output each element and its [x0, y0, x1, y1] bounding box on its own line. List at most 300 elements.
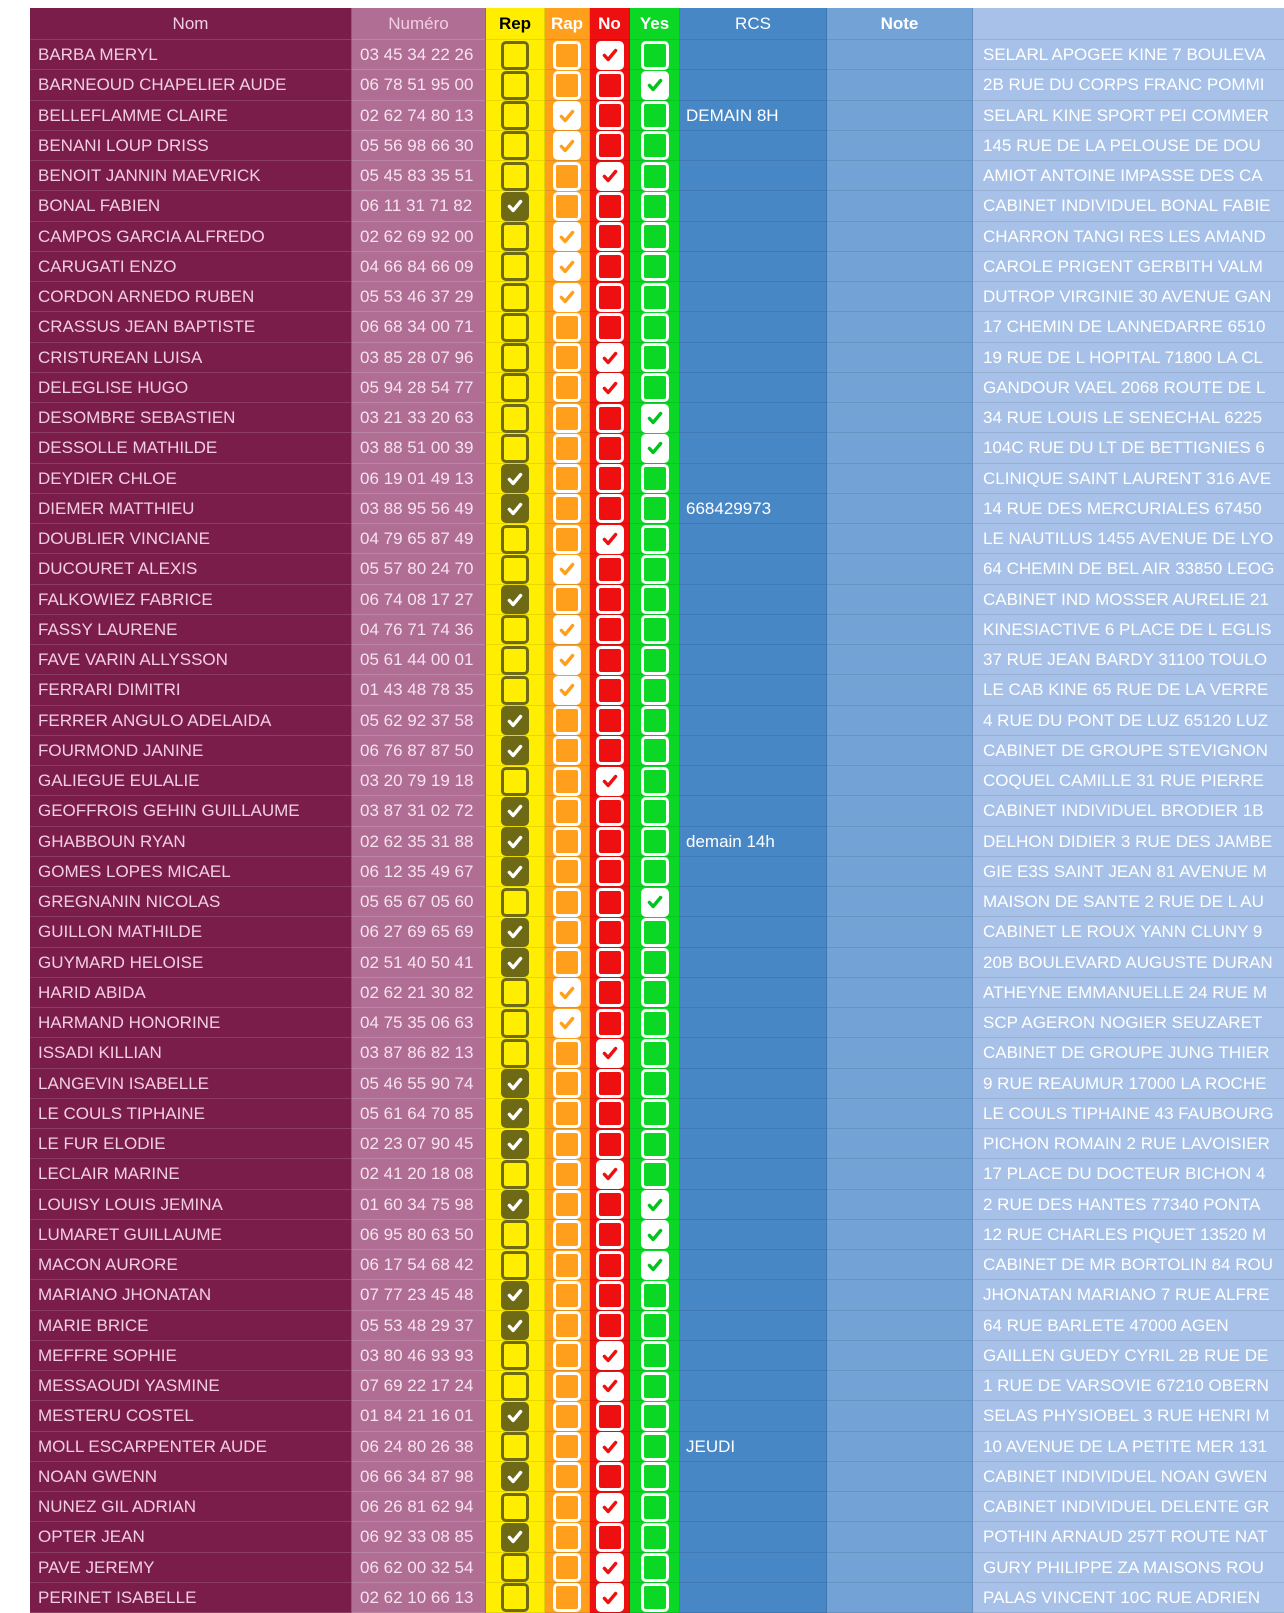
address-cell[interactable] [973, 1522, 1284, 1552]
phone-cell[interactable] [352, 191, 486, 221]
phone-cell[interactable] [352, 524, 486, 554]
rep-checkbox[interactable] [501, 1099, 529, 1128]
rap-checkbox[interactable] [553, 162, 581, 191]
rap-cell[interactable] [545, 1069, 590, 1099]
rep-cell[interactable] [486, 1129, 545, 1159]
rep-cell[interactable] [486, 585, 545, 615]
rap-checkbox[interactable] [553, 1523, 581, 1552]
phone-cell[interactable] [352, 312, 486, 342]
phone-cell[interactable] [352, 403, 486, 433]
no-checkbox[interactable] [596, 162, 624, 191]
rcs-cell[interactable] [680, 1401, 827, 1431]
no-checkbox[interactable] [596, 343, 624, 372]
no-cell[interactable] [590, 403, 630, 433]
rap-checkbox[interactable] [553, 615, 581, 644]
no-cell[interactable] [590, 796, 630, 826]
note-cell[interactable] [827, 827, 973, 857]
rap-checkbox[interactable] [553, 767, 581, 796]
rep-cell[interactable] [486, 827, 545, 857]
rap-checkbox[interactable] [553, 1009, 581, 1038]
rap-checkbox[interactable] [553, 1220, 581, 1249]
name-cell[interactable] [30, 1341, 352, 1371]
name-cell[interactable] [30, 101, 352, 131]
rep-cell[interactable] [486, 312, 545, 342]
rep-checkbox[interactable] [501, 706, 529, 735]
no-cell[interactable] [590, 1371, 630, 1401]
rcs-cell[interactable] [680, 524, 827, 554]
no-checkbox[interactable] [596, 857, 624, 886]
rep-cell[interactable] [486, 1190, 545, 1220]
rep-cell[interactable] [486, 1099, 545, 1129]
note-cell[interactable] [827, 887, 973, 917]
name-cell[interactable] [30, 917, 352, 947]
yes-cell[interactable] [630, 403, 680, 433]
phone-cell[interactable] [352, 1220, 486, 1250]
note-cell[interactable] [827, 948, 973, 978]
name-cell[interactable] [30, 1008, 352, 1038]
rcs-cell[interactable] [680, 948, 827, 978]
note-cell[interactable] [827, 1159, 973, 1189]
rep-cell[interactable] [486, 191, 545, 221]
yes-cell[interactable] [630, 827, 680, 857]
rap-checkbox[interactable] [553, 736, 581, 765]
yes-checkbox[interactable] [641, 373, 669, 402]
no-cell[interactable] [590, 1462, 630, 1492]
address-cell[interactable] [973, 766, 1284, 796]
rep-checkbox[interactable] [501, 1160, 529, 1189]
rap-cell[interactable] [545, 1311, 590, 1341]
rap-checkbox[interactable] [553, 1553, 581, 1582]
rep-cell[interactable] [486, 40, 545, 70]
rap-checkbox[interactable] [553, 555, 581, 584]
address-cell[interactable] [973, 282, 1284, 312]
rap-cell[interactable] [545, 1522, 590, 1552]
address-cell[interactable] [973, 222, 1284, 252]
rep-cell[interactable] [486, 1553, 545, 1583]
name-cell[interactable] [30, 1280, 352, 1310]
rep-checkbox[interactable] [501, 1553, 529, 1582]
name-cell[interactable] [30, 494, 352, 524]
yes-checkbox[interactable] [641, 222, 669, 251]
rep-cell[interactable] [486, 1038, 545, 1068]
yes-checkbox[interactable] [641, 1372, 669, 1401]
name-cell[interactable] [30, 1311, 352, 1341]
note-cell[interactable] [827, 524, 973, 554]
address-cell[interactable] [973, 1311, 1284, 1341]
rcs-cell[interactable] [680, 1311, 827, 1341]
phone-cell[interactable] [352, 796, 486, 826]
note-cell[interactable] [827, 1401, 973, 1431]
phone-cell[interactable] [352, 675, 486, 705]
address-cell[interactable] [973, 645, 1284, 675]
yes-checkbox[interactable] [641, 646, 669, 675]
rap-checkbox[interactable] [553, 646, 581, 675]
note-cell[interactable] [827, 131, 973, 161]
rep-cell[interactable] [486, 282, 545, 312]
rap-cell[interactable] [545, 736, 590, 766]
yes-checkbox[interactable] [641, 555, 669, 584]
name-cell[interactable] [30, 524, 352, 554]
rap-cell[interactable] [545, 343, 590, 373]
rap-cell[interactable] [545, 1250, 590, 1280]
yes-cell[interactable] [630, 464, 680, 494]
rap-checkbox[interactable] [553, 41, 581, 70]
rcs-cell[interactable] [680, 1129, 827, 1159]
no-cell[interactable] [590, 161, 630, 191]
no-checkbox[interactable] [596, 222, 624, 251]
rep-cell[interactable] [486, 706, 545, 736]
yes-checkbox[interactable] [641, 41, 669, 70]
rcs-cell[interactable] [680, 978, 827, 1008]
yes-cell[interactable] [630, 494, 680, 524]
no-cell[interactable] [590, 40, 630, 70]
rep-cell[interactable] [486, 1401, 545, 1431]
yes-cell[interactable] [630, 948, 680, 978]
yes-cell[interactable] [630, 1492, 680, 1522]
note-cell[interactable] [827, 101, 973, 131]
no-checkbox[interactable] [596, 797, 624, 826]
no-cell[interactable] [590, 1311, 630, 1341]
yes-checkbox[interactable] [641, 464, 669, 493]
rep-cell[interactable] [486, 675, 545, 705]
no-cell[interactable] [590, 706, 630, 736]
no-cell[interactable] [590, 464, 630, 494]
yes-cell[interactable] [630, 1311, 680, 1341]
no-cell[interactable] [590, 1522, 630, 1552]
no-checkbox[interactable] [596, 1190, 624, 1219]
no-checkbox[interactable] [596, 706, 624, 735]
rap-checkbox[interactable] [553, 918, 581, 947]
rep-checkbox[interactable] [501, 1311, 529, 1340]
rap-cell[interactable] [545, 827, 590, 857]
rap-cell[interactable] [545, 1220, 590, 1250]
note-cell[interactable] [827, 1522, 973, 1552]
yes-checkbox[interactable] [641, 797, 669, 826]
no-checkbox[interactable] [596, 283, 624, 312]
name-cell[interactable] [30, 70, 352, 100]
no-cell[interactable] [590, 1341, 630, 1371]
yes-cell[interactable] [630, 1371, 680, 1401]
yes-cell[interactable] [630, 706, 680, 736]
phone-cell[interactable] [352, 1159, 486, 1189]
yes-cell[interactable] [630, 1159, 680, 1189]
yes-cell[interactable] [630, 343, 680, 373]
name-cell[interactable] [30, 827, 352, 857]
rap-checkbox[interactable] [553, 131, 581, 160]
rap-checkbox[interactable] [553, 948, 581, 977]
yes-cell[interactable] [630, 1129, 680, 1159]
name-cell[interactable] [30, 1220, 352, 1250]
name-cell[interactable] [30, 857, 352, 887]
rep-checkbox[interactable] [501, 373, 529, 402]
rap-checkbox[interactable] [553, 1039, 581, 1068]
no-checkbox[interactable] [596, 646, 624, 675]
rep-checkbox[interactable] [501, 1493, 529, 1522]
rep-cell[interactable] [486, 736, 545, 766]
rep-checkbox[interactable] [501, 1251, 529, 1280]
name-cell[interactable] [30, 1371, 352, 1401]
address-cell[interactable] [973, 524, 1284, 554]
rep-checkbox[interactable] [501, 948, 529, 977]
yes-checkbox[interactable] [641, 888, 669, 917]
rep-cell[interactable] [486, 373, 545, 403]
rap-cell[interactable] [545, 978, 590, 1008]
name-cell[interactable] [30, 373, 352, 403]
yes-checkbox[interactable] [641, 71, 669, 100]
address-cell[interactable] [973, 796, 1284, 826]
rep-cell[interactable] [486, 554, 545, 584]
rep-checkbox[interactable] [501, 827, 529, 856]
rap-cell[interactable] [545, 917, 590, 947]
rcs-cell[interactable] [680, 131, 827, 161]
yes-cell[interactable] [630, 1462, 680, 1492]
yes-cell[interactable] [630, 252, 680, 282]
yes-checkbox[interactable] [641, 978, 669, 1007]
yes-checkbox[interactable] [641, 827, 669, 856]
rep-cell[interactable] [486, 464, 545, 494]
name-cell[interactable] [30, 736, 352, 766]
phone-cell[interactable] [352, 948, 486, 978]
rep-checkbox[interactable] [501, 283, 529, 312]
rap-checkbox[interactable] [553, 283, 581, 312]
note-cell[interactable] [827, 615, 973, 645]
rap-checkbox[interactable] [553, 373, 581, 402]
no-checkbox[interactable] [596, 1523, 624, 1552]
rap-checkbox[interactable] [553, 1432, 581, 1461]
rep-cell[interactable] [486, 1432, 545, 1462]
phone-cell[interactable] [352, 1432, 486, 1462]
yes-cell[interactable] [630, 1583, 680, 1613]
rep-checkbox[interactable] [501, 494, 529, 523]
yes-cell[interactable] [630, 524, 680, 554]
address-cell[interactable] [973, 1099, 1284, 1129]
no-cell[interactable] [590, 978, 630, 1008]
phone-cell[interactable] [352, 645, 486, 675]
yes-checkbox[interactable] [641, 1281, 669, 1310]
address-cell[interactable] [973, 1462, 1284, 1492]
phone-cell[interactable] [352, 766, 486, 796]
phone-cell[interactable] [352, 1129, 486, 1159]
rcs-cell[interactable] [680, 827, 827, 857]
no-checkbox[interactable] [596, 1553, 624, 1582]
rap-checkbox[interactable] [553, 525, 581, 554]
yes-checkbox[interactable] [641, 252, 669, 281]
yes-cell[interactable] [630, 282, 680, 312]
yes-cell[interactable] [630, 70, 680, 100]
name-cell[interactable] [30, 131, 352, 161]
rap-cell[interactable] [545, 70, 590, 100]
name-cell[interactable] [30, 312, 352, 342]
rap-checkbox[interactable] [553, 222, 581, 251]
rap-checkbox[interactable] [553, 343, 581, 372]
yes-checkbox[interactable] [641, 283, 669, 312]
address-cell[interactable] [973, 1371, 1284, 1401]
name-cell[interactable] [30, 887, 352, 917]
rap-cell[interactable] [545, 554, 590, 584]
no-cell[interactable] [590, 887, 630, 917]
name-cell[interactable] [30, 1038, 352, 1068]
name-cell[interactable] [30, 40, 352, 70]
address-cell[interactable] [973, 494, 1284, 524]
yes-cell[interactable] [630, 1099, 680, 1129]
no-checkbox[interactable] [596, 978, 624, 1007]
address-cell[interactable] [973, 585, 1284, 615]
rep-cell[interactable] [486, 524, 545, 554]
rep-checkbox[interactable] [501, 615, 529, 644]
note-cell[interactable] [827, 1371, 973, 1401]
rap-cell[interactable] [545, 1583, 590, 1613]
rep-cell[interactable] [486, 161, 545, 191]
no-cell[interactable] [590, 675, 630, 705]
no-cell[interactable] [590, 917, 630, 947]
rep-cell[interactable] [486, 1159, 545, 1189]
no-cell[interactable] [590, 1099, 630, 1129]
name-cell[interactable] [30, 766, 352, 796]
address-cell[interactable] [973, 373, 1284, 403]
rep-cell[interactable] [486, 948, 545, 978]
rep-cell[interactable] [486, 101, 545, 131]
rcs-cell[interactable] [680, 706, 827, 736]
address-cell[interactable] [973, 131, 1284, 161]
phone-cell[interactable] [352, 1038, 486, 1068]
rcs-cell[interactable] [680, 1038, 827, 1068]
name-cell[interactable] [30, 161, 352, 191]
rep-checkbox[interactable] [501, 676, 529, 705]
no-cell[interactable] [590, 1190, 630, 1220]
rep-cell[interactable] [486, 1220, 545, 1250]
address-cell[interactable] [973, 252, 1284, 282]
name-cell[interactable] [30, 706, 352, 736]
rap-cell[interactable] [545, 1462, 590, 1492]
phone-cell[interactable] [352, 1492, 486, 1522]
address-cell[interactable] [973, 706, 1284, 736]
no-cell[interactable] [590, 948, 630, 978]
rep-checkbox[interactable] [501, 162, 529, 191]
rep-cell[interactable] [486, 1250, 545, 1280]
no-cell[interactable] [590, 554, 630, 584]
no-checkbox[interactable] [596, 676, 624, 705]
note-cell[interactable] [827, 1250, 973, 1280]
yes-cell[interactable] [630, 1190, 680, 1220]
rep-cell[interactable] [486, 70, 545, 100]
no-checkbox[interactable] [596, 41, 624, 70]
rep-cell[interactable] [486, 1492, 545, 1522]
rcs-cell[interactable] [680, 1583, 827, 1613]
name-cell[interactable] [30, 191, 352, 221]
rap-checkbox[interactable] [553, 1493, 581, 1522]
no-checkbox[interactable] [596, 131, 624, 160]
no-cell[interactable] [590, 1129, 630, 1159]
rcs-cell[interactable] [680, 1462, 827, 1492]
phone-cell[interactable] [352, 131, 486, 161]
address-cell[interactable] [973, 1401, 1284, 1431]
no-checkbox[interactable] [596, 1069, 624, 1098]
rep-checkbox[interactable] [501, 1190, 529, 1219]
no-cell[interactable] [590, 1280, 630, 1310]
yes-checkbox[interactable] [641, 1251, 669, 1280]
rep-cell[interactable] [486, 1069, 545, 1099]
note-cell[interactable] [827, 585, 973, 615]
rap-cell[interactable] [545, 1280, 590, 1310]
no-checkbox[interactable] [596, 71, 624, 100]
rcs-cell[interactable] [680, 615, 827, 645]
note-cell[interactable] [827, 706, 973, 736]
no-cell[interactable] [590, 1159, 630, 1189]
rcs-cell[interactable] [680, 161, 827, 191]
rap-checkbox[interactable] [553, 1281, 581, 1310]
phone-cell[interactable] [352, 736, 486, 766]
note-cell[interactable] [827, 917, 973, 947]
phone-cell[interactable] [352, 161, 486, 191]
rcs-cell[interactable] [680, 766, 827, 796]
name-cell[interactable] [30, 1099, 352, 1129]
rap-checkbox[interactable] [553, 797, 581, 826]
rep-cell[interactable] [486, 1341, 545, 1371]
rap-checkbox[interactable] [553, 1190, 581, 1219]
note-cell[interactable] [827, 675, 973, 705]
rap-cell[interactable] [545, 464, 590, 494]
address-cell[interactable] [973, 948, 1284, 978]
yes-cell[interactable] [630, 917, 680, 947]
address-cell[interactable] [973, 191, 1284, 221]
phone-cell[interactable] [352, 1401, 486, 1431]
rap-checkbox[interactable] [553, 252, 581, 281]
name-cell[interactable] [30, 796, 352, 826]
rep-cell[interactable] [486, 796, 545, 826]
rep-checkbox[interactable] [501, 767, 529, 796]
note-cell[interactable] [827, 1432, 973, 1462]
no-checkbox[interactable] [596, 404, 624, 433]
rcs-cell[interactable] [680, 252, 827, 282]
rep-cell[interactable] [486, 887, 545, 917]
rap-cell[interactable] [545, 796, 590, 826]
yes-cell[interactable] [630, 1341, 680, 1371]
rep-checkbox[interactable] [501, 1341, 529, 1370]
rap-cell[interactable] [545, 887, 590, 917]
rep-checkbox[interactable] [501, 101, 529, 130]
name-cell[interactable] [30, 948, 352, 978]
rap-checkbox[interactable] [553, 192, 581, 221]
no-cell[interactable] [590, 1401, 630, 1431]
rcs-cell[interactable] [680, 403, 827, 433]
note-cell[interactable] [827, 766, 973, 796]
rep-checkbox[interactable] [501, 1009, 529, 1038]
no-checkbox[interactable] [596, 1281, 624, 1310]
rap-checkbox[interactable] [553, 857, 581, 886]
rcs-cell[interactable] [680, 1280, 827, 1310]
rep-cell[interactable] [486, 1311, 545, 1341]
rcs-cell[interactable] [680, 1250, 827, 1280]
yes-cell[interactable] [630, 373, 680, 403]
rep-cell[interactable] [486, 615, 545, 645]
rap-cell[interactable] [545, 1129, 590, 1159]
no-cell[interactable] [590, 1432, 630, 1462]
rep-checkbox[interactable] [501, 222, 529, 251]
address-cell[interactable] [973, 1432, 1284, 1462]
yes-checkbox[interactable] [641, 434, 669, 463]
rap-checkbox[interactable] [553, 1311, 581, 1340]
address-cell[interactable] [973, 857, 1284, 887]
no-checkbox[interactable] [596, 1130, 624, 1159]
rep-checkbox[interactable] [501, 1402, 529, 1431]
note-cell[interactable] [827, 1190, 973, 1220]
address-cell[interactable] [973, 101, 1284, 131]
rep-checkbox[interactable] [501, 252, 529, 281]
no-checkbox[interactable] [596, 736, 624, 765]
name-cell[interactable] [30, 1250, 352, 1280]
no-checkbox[interactable] [596, 1220, 624, 1249]
phone-cell[interactable] [352, 585, 486, 615]
